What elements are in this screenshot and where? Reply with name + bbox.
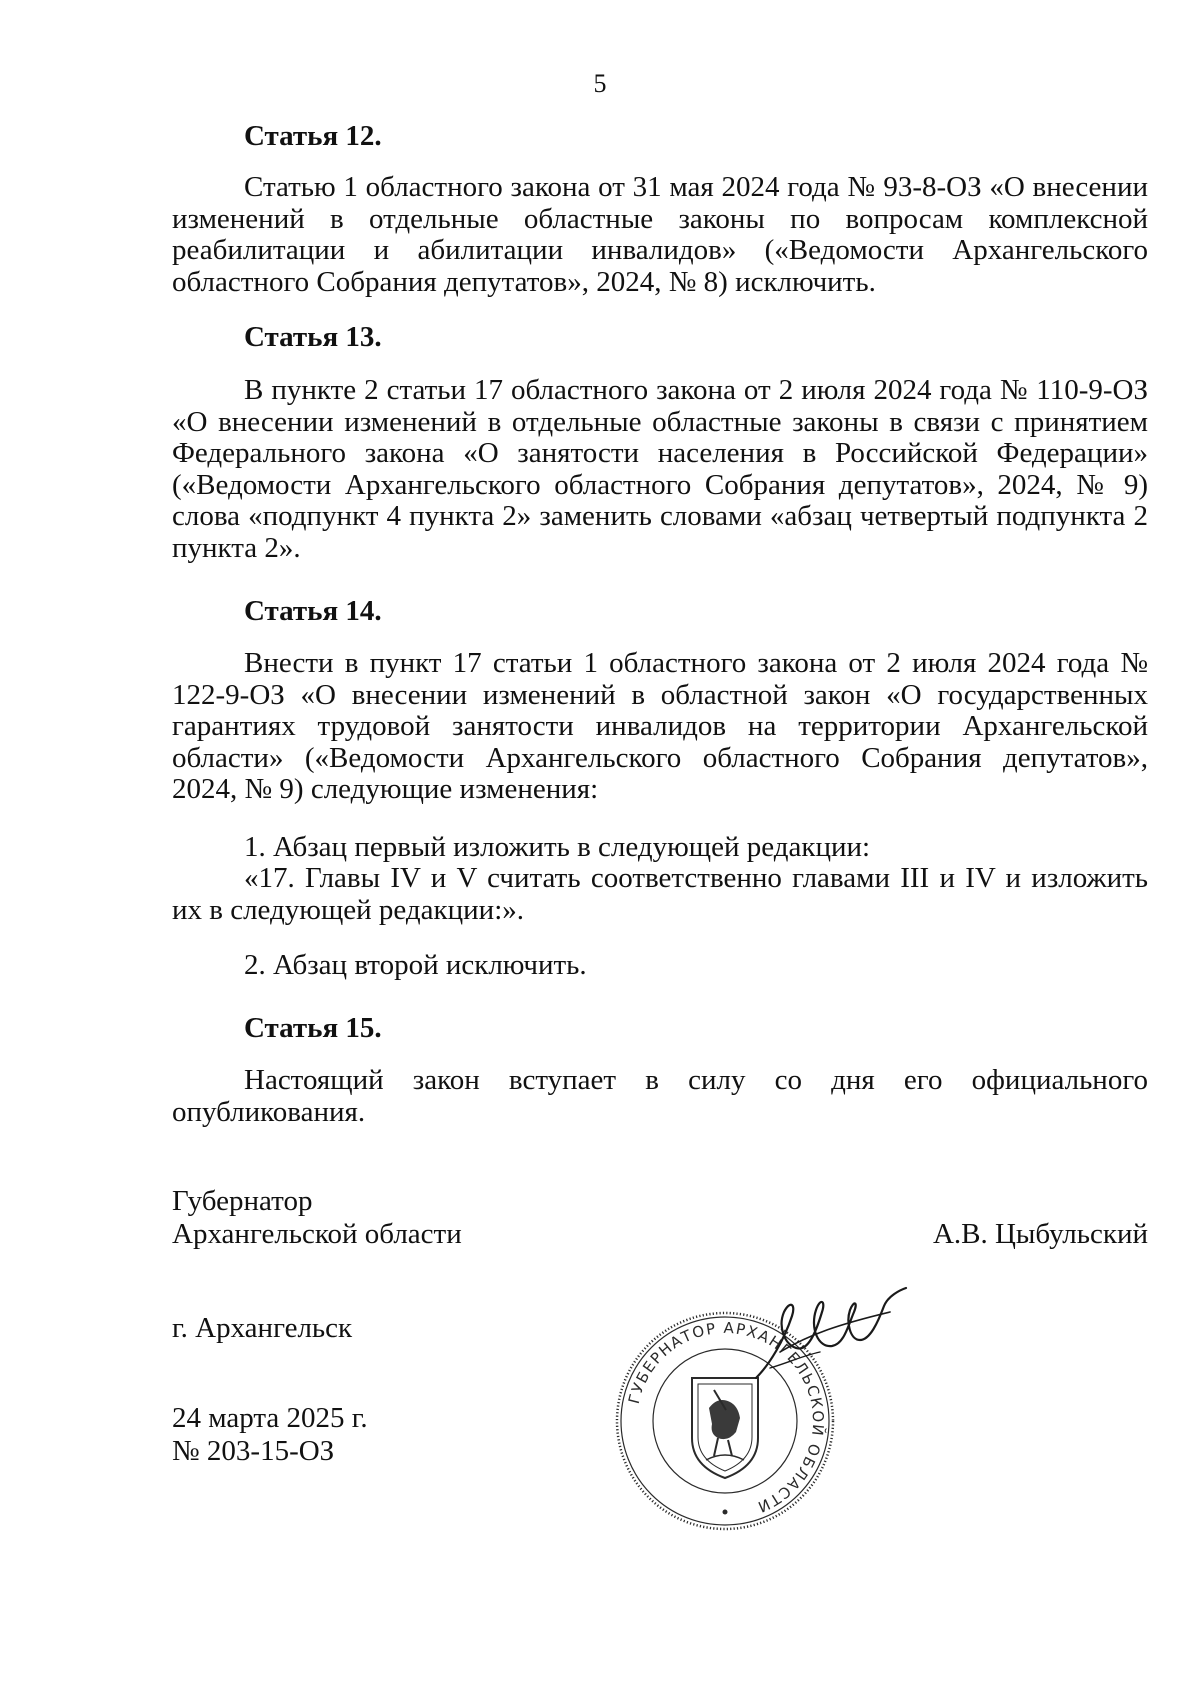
- article-14-text: Внести в пункт 17 статьи 1 областного закона от 2 июля 2024 года № 122-9-ОЗ «О внесении изменений в областной закон «О государственных гарантиях трудовой занятости инвалидов на территории Архангельской области» («Ведомости Архангельского областного Собрания депутатов», 2024, № 9) следующие изменения:: [172, 647, 1148, 805]
- article-14-item-1-quote: «17. Главы IV и V считать соответственно главами III и IV и изложить их в следующей редакции:».: [172, 862, 1148, 926]
- article-15-heading: Статья 15.: [244, 1012, 382, 1044]
- page-number: 5: [593, 69, 607, 98]
- article-15-text: Настоящий закон вступает в силу со дня его официального опубликования.: [172, 1064, 1148, 1128]
- governor-name: А.В. Цыбульский: [932, 1218, 1148, 1250]
- law-number: № 203-15-ОЗ: [172, 1435, 335, 1467]
- date: 24 марта 2025 г.: [172, 1402, 368, 1434]
- article-13-text: В пункте 2 статьи 17 областного закона от 2 июля 2024 года № 110-9-ОЗ «О внесении изменений в отдельные областные законы в связи с принятием Федерального закона «О занятости населения в Российской Федерации» («Ведомости Архангельского областного Собрания депутатов», 2024, № 9) слова «подпункт 4 пункта 2» заменить словами «абзац четвертый подпункта 2 пункта 2».: [172, 374, 1148, 564]
- article-14-item-1: 1. Абзац первый изложить в следующей редакции:: [244, 831, 871, 863]
- article-14-item-2: 2. Абзац второй исключить.: [244, 949, 587, 981]
- article-12-heading: Статья 12.: [244, 120, 382, 152]
- governor-title-line1: Губернатор: [172, 1185, 313, 1217]
- seal-text: ГУБЕРНАТОР АРХАНГЕЛЬСКОЙ ОБЛАСТИ: [624, 1318, 828, 1517]
- coat-of-arms-icon: [692, 1378, 758, 1478]
- article-14-heading: Статья 14.: [244, 595, 382, 627]
- governor-title-line2: Архангельской области: [172, 1218, 462, 1250]
- place: г. Архангельск: [172, 1312, 353, 1344]
- handwritten-signature: [750, 1282, 910, 1392]
- article-12-text: Статью 1 областного закона от 31 мая 2024 года № 93-8-ОЗ «О внесении изменений в отдельные областные законы по вопросам комплексной реабилитации и абилитации инвалидов» («Ведомости Архангельского областного Собрания депутатов», 2024, № 8) исключить.: [172, 171, 1148, 298]
- article-13-heading: Статья 13.: [244, 321, 382, 353]
